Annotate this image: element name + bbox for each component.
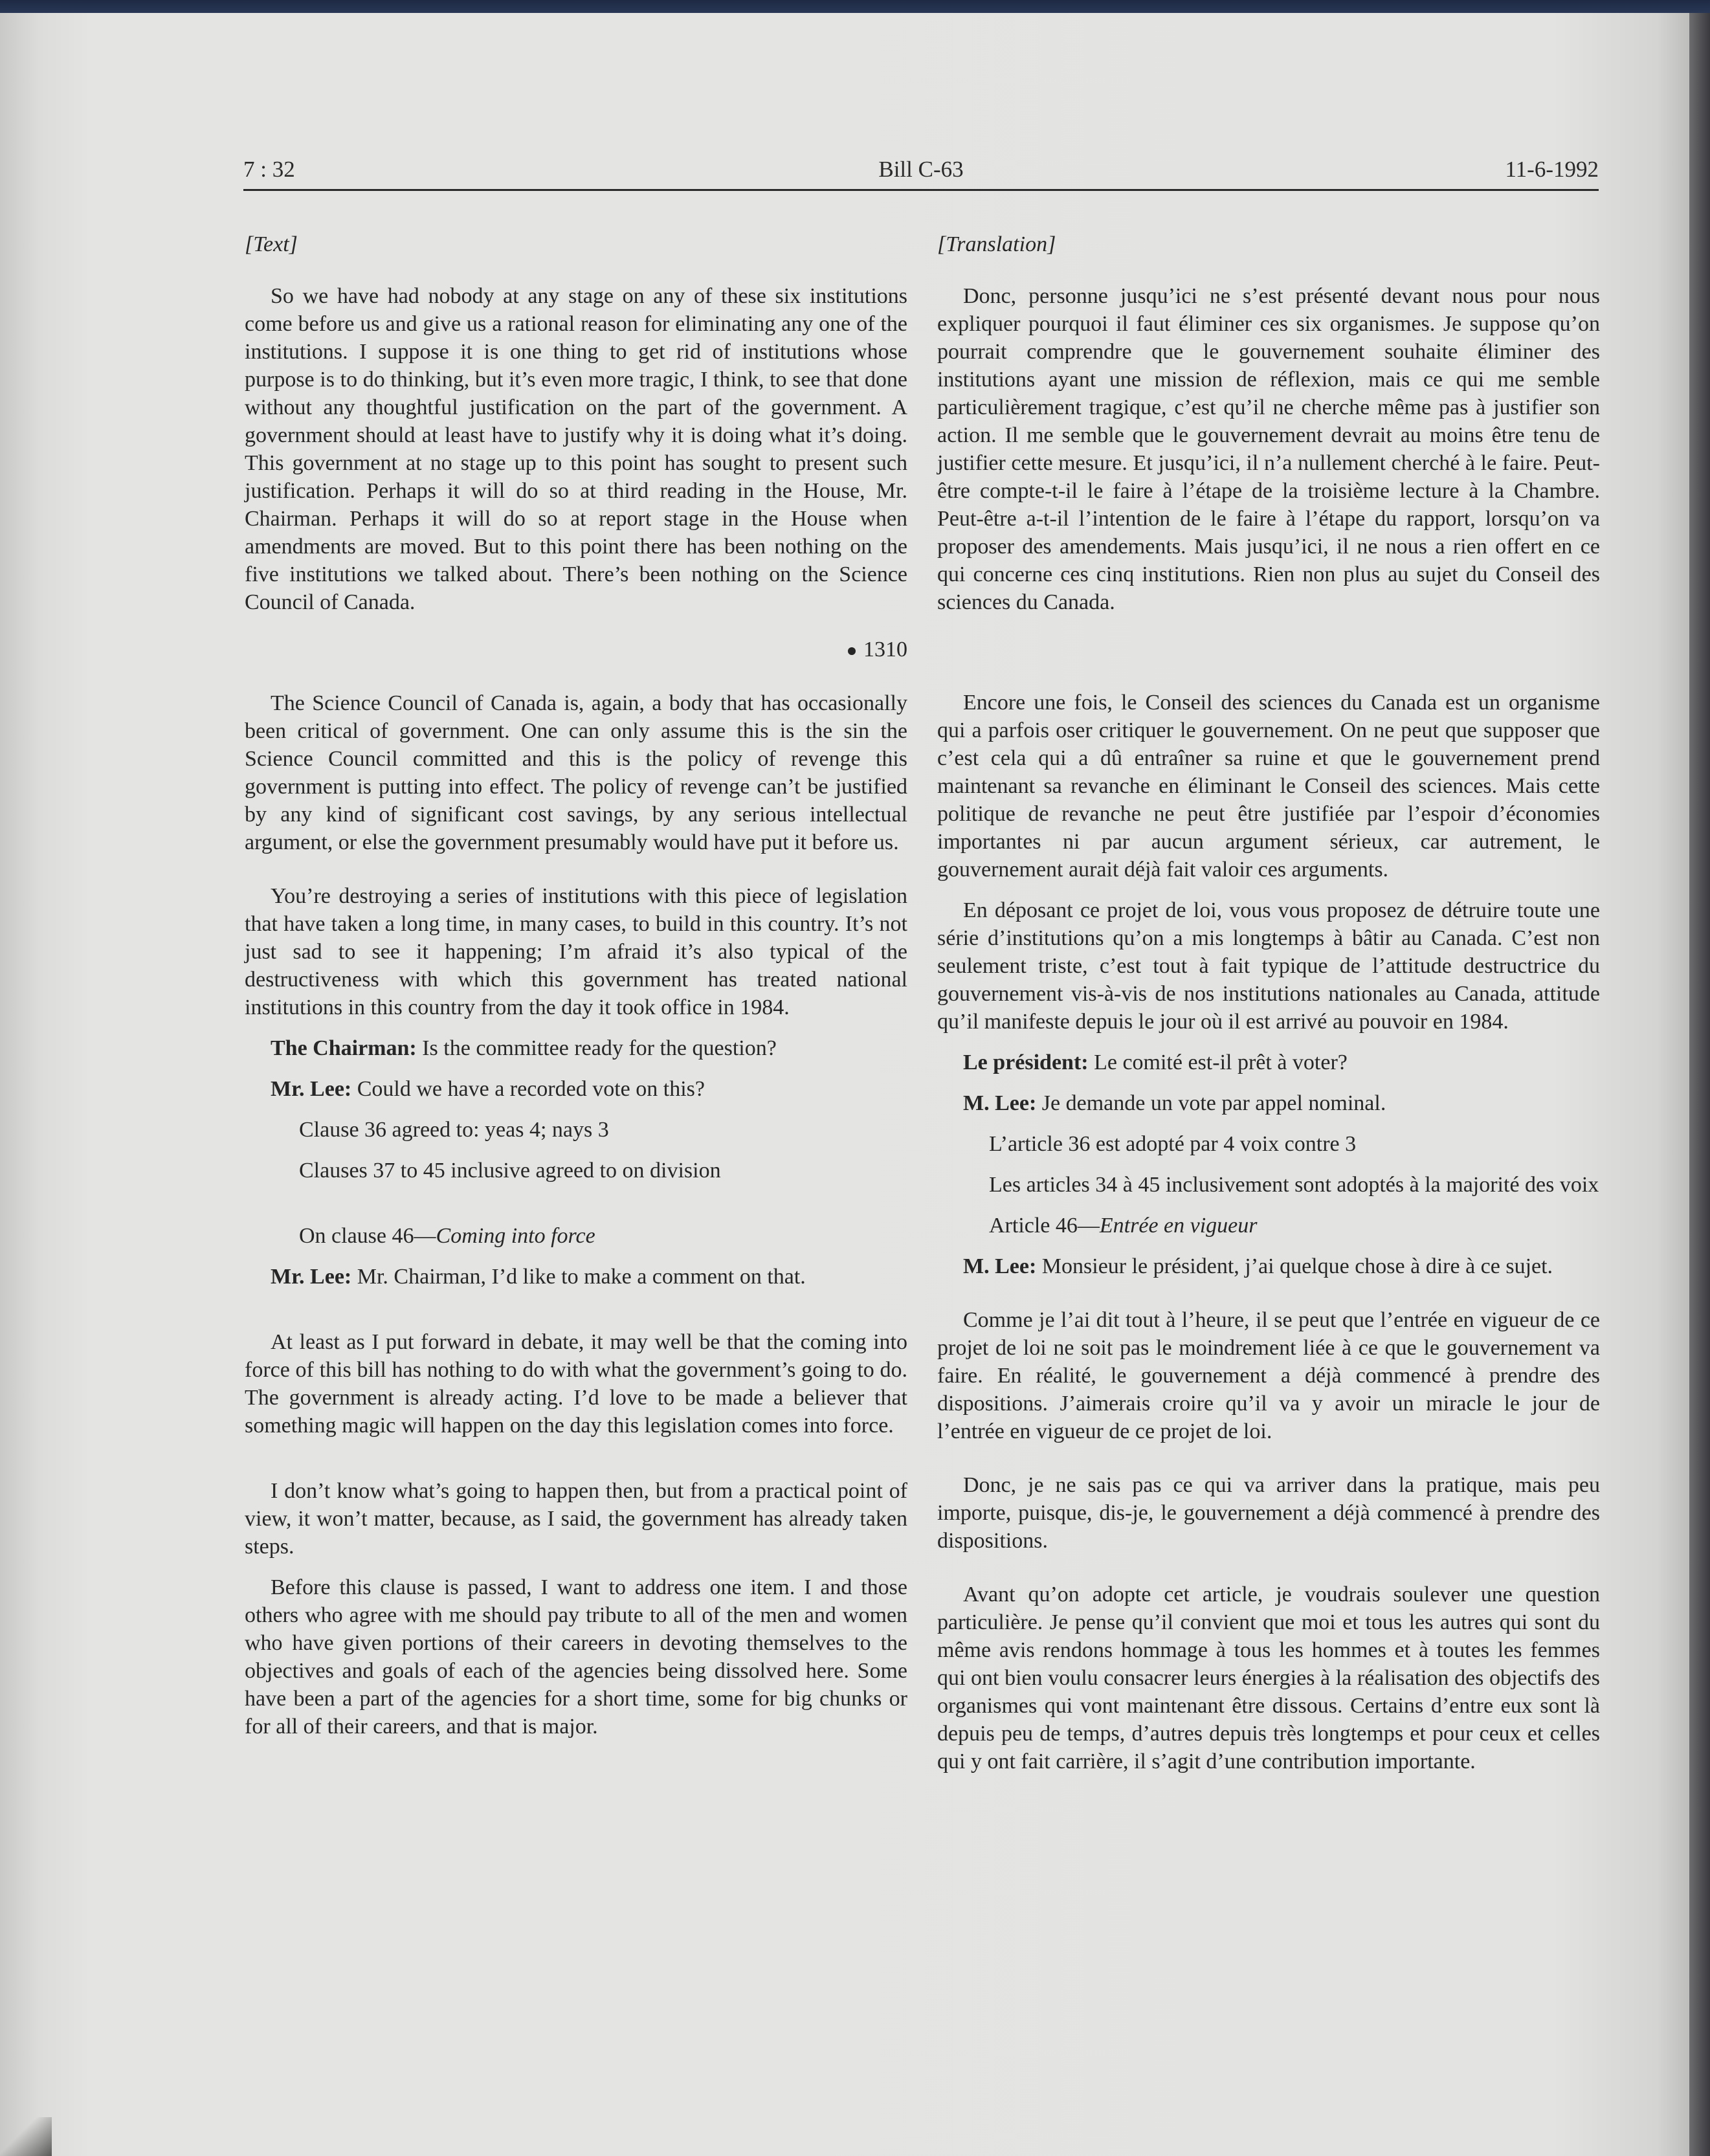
english-paragraph-5: I don’t know what’s going to happen then, but from a practical point of view, it won’t matter, because, as I said, the government has already taken steps. [245, 1479, 907, 1559]
speaker-lee: Mr. Lee: [271, 1077, 352, 1101]
lee-text-2-fr: Monsieur le président, j’ai quelque chose à dire à ce sujet. [1036, 1254, 1553, 1278]
lee-line-1-fr [937, 1089, 1600, 1117]
clause-46-prefix: On clause 46— [299, 1224, 436, 1248]
speaker-chairman: The Chairman: [271, 1036, 417, 1060]
lee-text-2: Mr. Chairman, I’d like to make a comment on that. [351, 1265, 806, 1289]
clause-46-title: Coming into force [436, 1224, 595, 1248]
header-rule [243, 189, 1599, 191]
english-paragraph-3: You’re destroying a series of institutions with this piece of legislation that have taken a long time, in many cases, to build in this country. It’s not just sad to see it happening; I’m afraid it’s also typical of the destructiveness with which this government has treated national institutions in this country from the day it took office in 1984. [245, 884, 907, 1019]
bullet-icon [848, 647, 856, 655]
english-paragraph-1: So we have had nobody at any stage on any of these six institutions come before us and give us a rational reason for eliminating any one of the institutions. I suppose it is one thing to get rid of institutions whose purpose is to do thinking, but it’s even more tragic, I think, to see that done without any thoughtful justification on the part of the government. A government should at least have to justify why it is doing what it’s doing. This government at no stage up to this point has sought to present such justification. Perhaps it will do so at third reading in the House, Mr. Chairman. Perhaps it will do so at report stage in the House when amendments are moved. But to this point there has been nothing on the five institutions we talked about. There’s been nothing on the Science Council of Canada. [245, 284, 907, 614]
french-paragraph-2: Encore une fois, le Conseil des sciences du Canada est un organisme qui a parfois oser critiquer le gouvernement. On ne peut que supposer que c’est cela qui a dû entraîner sa ruine et que le gouvernement prend maintenant sa revanche en éliminant le Conseil des sciences. Mais cette politique de revanche ne peut être justifiée par l’espoir d’économies importantes ni par aucun argument sérieux, car autrement, le gouvernement aurait déjà fait valoir ces arguments. [937, 691, 1600, 882]
french-paragraph-6: Avant qu’on adopte cet article, je voudrais soulever une question particulière. Je pense qu’il convient que moi et tous les autres qui sont du même avis rendons hommage à tous les hommes et à toutes les femmes qui ont bien voulu consacrer leurs énergies à la réalisation des objectifs des organismes qui vont maintenant être dissous. Certains d’entre eux sont là depuis peu de temps, d’autres depuis très longtemps et pour ceux et celles qui y ont fait carrière, il s’agit d’une contribution importante. [937, 1583, 1600, 1773]
lee-line-2 [245, 1263, 907, 1291]
french-label: [Translation] [937, 232, 1056, 256]
time-marker-text: 1310 [863, 638, 907, 661]
page-edge-shadow [1689, 13, 1710, 2156]
speaker-lee-fr-2: M. Lee: [963, 1254, 1037, 1278]
french-paragraph-5: Donc, je ne sais pas ce qui va arriver dans la pratique, mais peu importe, puisque, dis-je, le gouvernement a déjà commencé à prendre des dispositions. [937, 1473, 1600, 1553]
french-paragraph-4: Comme je l’ai dit tout à l’heure, il se peut que l’entrée en vigueur de ce projet de loi ne soit pas le moindrement liée à ce que le gouvernement va faire. En réalité, le gouvernement a déjà commencé à prendre des dispositions. J’aimerais croire qu’il va y avoir un miracle le jour de l’entrée en vigueur de ce projet de loi. [937, 1308, 1600, 1443]
articles-34-45-result: Les articles 34 à 45 inclusivement sont adoptés à la majorité des voix [989, 1173, 1599, 1197]
document-date: 11-6-1992 [1505, 157, 1599, 182]
english-paragraph-2: The Science Council of Canada is, again, a body that has occasionally been critical of government. One can only assume this is the sin the Science Council committed and this is the policy of revenge this government is putting into effect. The policy of revenge can’t be justified by any kind of significant cost savings, by any serious intellectual argument, or else the government presumably would have put it before us. [245, 691, 907, 854]
speaker-lee-2: Mr. Lee: [271, 1265, 352, 1289]
french-column [937, 230, 1600, 1775]
article-36-result: L’article 36 est adopté par 4 voix contre 3 [989, 1132, 1357, 1156]
lee-text-1: Could we have a recorded vote on this? [351, 1077, 705, 1101]
president-text: Le comité est-il prêt à voter? [1088, 1050, 1348, 1074]
article-46-heading [937, 1212, 1600, 1239]
lee-text-1-fr: Je demande un vote par appel nominal. [1036, 1091, 1386, 1115]
english-paragraph-6: Before this clause is passed, I want to address one item. I and those others who agree with me should pay tribute to all of the men and women who have given portions of their careers in devoting themselves to the objectives and goals of each of the agencies being dissolved here. Some have been a part of the agencies for a short time, some for big chunks or for all of their careers, and that is major. [245, 1575, 907, 1739]
corner-shadow [0, 2117, 52, 2156]
english-label: [Text] [245, 232, 298, 256]
chairman-line [245, 1034, 907, 1062]
english-column [245, 230, 907, 1740]
lee-line-1 [245, 1075, 907, 1103]
chairman-text: Is the committee ready for the question? [416, 1036, 777, 1060]
page-number: 7 : 32 [243, 157, 295, 182]
president-line [937, 1049, 1600, 1076]
clauses-37-45-result: Clauses 37 to 45 inclusive agreed to on division [299, 1159, 721, 1183]
lee-line-2-fr [937, 1252, 1600, 1280]
article-46-title: Entrée en vigueur [1099, 1214, 1258, 1238]
speaker-president: Le président: [963, 1050, 1089, 1074]
clause-36-result: Clause 36 agreed to: yeas 4; nays 3 [299, 1118, 609, 1142]
time-marker [245, 636, 907, 663]
document-title: Bill C-63 [878, 157, 964, 182]
english-paragraph-4: At least as I put forward in debate, it may well be that the coming into force of this bill has nothing to do with what the government’s going to do. The government is already acting. I’d love to be made a believer that something magic will happen on the day this legislation comes into force. [245, 1330, 907, 1438]
article-46-prefix: Article 46— [989, 1214, 1100, 1238]
speaker-lee-fr: M. Lee: [963, 1091, 1037, 1115]
page-header [243, 157, 1599, 193]
clause-46-heading [245, 1222, 907, 1250]
french-paragraph-3: En déposant ce projet de loi, vous vous proposez de détruire toute une série d’institutions qu’on a mis longtemps à bâtir au Canada. C’est non seulement triste, c’est tout à fait typique de l’attitude destructrice du gouvernement vis-à-vis de nos institutions nationales au Canada, attitude qu’il manifeste depuis le jour où il est arrivé au pouvoir en 1984. [937, 898, 1600, 1034]
french-paragraph-1: Donc, personne jusqu’ici ne s’est présenté devant nous pour nous expliquer pourquoi il faut éliminer ces six organismes. Je suppose qu’on pourrait comprendre que le gouvernement souhaite éliminer des institutions ayant une mission de réflexion, mais ce qui me semble particulièrement tragique, c’est qu’il ne cherche même pas à justifier son action. Il me semble que le gouvernement devrait au moins être tenu de justifier cette mesure. Et jusqu’ici, il n’a nullement cherché à le faire. Peut-être compte-t-il le faire à l’étape de la troisième lecture à la Chambre. Peut-être a-t-il l’intention de le faire à l’étape du rapport, lorsqu’on va proposer des amendements. Mais jusqu’ici, il ne nous a rien offert en ce qui concerne ces cinq institutions. Rien non plus au sujet du Conseil des sciences du Canada. [937, 284, 1600, 614]
